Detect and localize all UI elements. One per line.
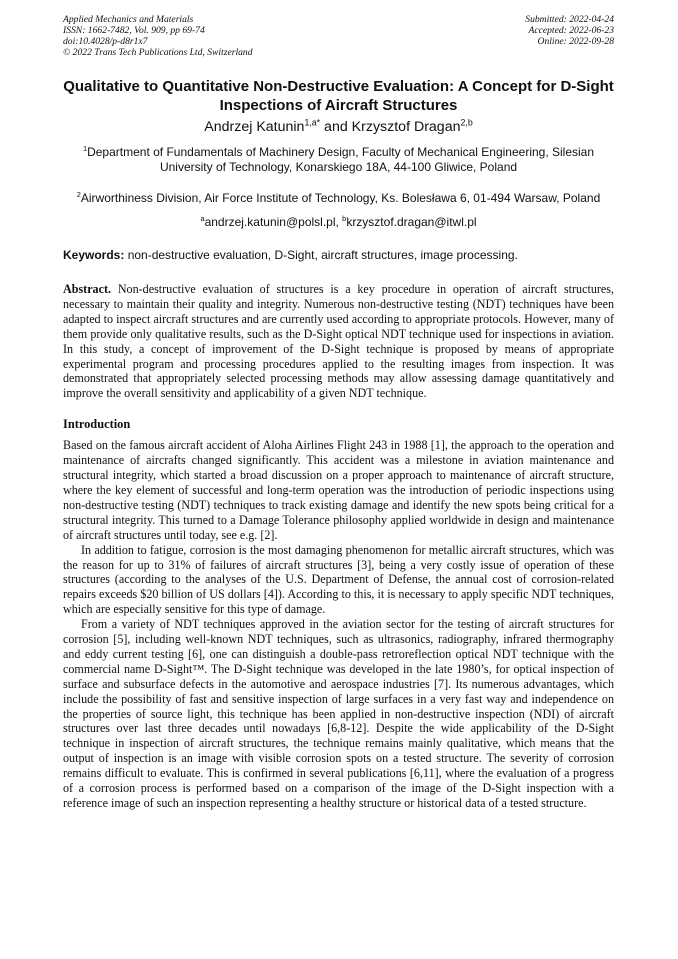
journal-info [63, 14, 253, 58]
keywords-text: non-destructive evaluation, D-Sight, aircraft structures, image processing. [124, 248, 518, 262]
author-name: Andrzej Katunin [204, 119, 305, 135]
issn-line: ISSN: 1662-7482, Vol. 909, pp 69-74 [63, 25, 205, 36]
section-heading: Introduction [63, 417, 131, 432]
paragraph: From a variety of NDT techniques approved in the aviation sector for the testing of aircraft structures for corrosion [5], including well-known NDT techniques, such as ultrasonics, radiography, infrared thermography and eddy current testing [6], one can distinguish a double-pass retroreflection optical NDT technique with the commercial name D-Sight™. The D-Sight technique was developed in the late 1980’s, for optical inspection of surface and subsurface defects in the automotive and aerospace industries [7]. Its numerous advantages, which include the possibility of fast and sensitive inspection of large surfaces in a very fast way and independence on the properties of source light, this technique has been applied in non-destructive inspection (NDI) of aircraft structures over last three decades until nowadays [6,8-12]. Despite the wide applicability of the D-Sight technique in inspection of aircraft structures, the technique remains mainly qualitative, which means that the output of inspection is an image with visible corrosion spots on a tested structure. The severity of corrosion remains difficult to evaluate. This is confirmed in several publications [6,11], where the evaluation of a progress of a corrosion process is performed based on a comparison of the image of the D-Sight inspection with a reference image of such an inspection representing a healthy structure or historical data of a tested structure. [63, 617, 614, 810]
email-marker: a [200, 214, 205, 223]
doi-line: doi:10.4028/p-d8r1x7 [63, 36, 148, 47]
paragraph: In addition to fatigue, corrosion is the most damaging phenomenon for metallic aircraft structures, which was the reason for up to 31% of failures of aircraft structures [3], being a very costly issue of operation of these structures (according to the analyses of the U.S. Department of Defense, the annual cost of corrosion-related repairs exceeds $20 billion of US dollars [4]). According to this, it is necessary to apply specific NDT techniques, which are especially sensitive for this type of damage. [63, 542, 614, 617]
email-marker: b [342, 214, 347, 223]
abstract [63, 282, 614, 401]
author-name: Krzysztof Dragan [351, 119, 461, 135]
author-list [63, 117, 614, 137]
abstract-label: Abstract. [63, 282, 112, 296]
affiliation [63, 191, 614, 206]
journal-name: Applied Mechanics and Materials [63, 14, 194, 25]
affiliation [63, 145, 614, 175]
email-address: krzysztof.dragan@itwl.pl [346, 215, 477, 229]
author-superscript: 1,a* [304, 117, 321, 128]
affiliation-marker: 2 [76, 190, 81, 199]
author-conjunction: and [320, 119, 352, 135]
paper-title: Qualitative to Quantitative Non-Destructive Evaluation: A Concept for D-Sight Inspections of Aircraft Structures [63, 78, 614, 114]
author-superscript: 2,b [460, 117, 473, 128]
paper-page [63, 14, 614, 811]
keywords [63, 248, 614, 263]
dates-info [525, 14, 614, 58]
online-date: Online: 2022-09-28 [537, 36, 614, 47]
accepted-date: Accepted: 2022-06-23 [528, 25, 614, 36]
journal-header [63, 14, 614, 58]
paragraph: Based on the famous aircraft accident of Aloha Airlines Flight 243 in 1988 [1], the approach to the operation and maintenance of aircrafts changed significantly. This accident was a milestone in aviation maintenance and structural integrity, which started a broad discussion on a proper approach to maintenance of aircraft structure, where the key element of successful and long-term operation was the introduction of periodic inspections using non-destructive testing (NDT) techniques to track existing damage and identify the new spots being critical for a structural integrity. This turned to a Damage Tolerance philosophy applied worldwide in design and maintenance of aircraft structures until today, see e.g. [2]. [63, 438, 614, 542]
abstract-text: Non-destructive evaluation of structures is a key procedure in operation of aircraft structures, necessary to maintain their quality and integrity. Numerous non-destructive testing (NDT) techniques have been adapted to inspect aircraft structures and are currently used according to appropriate protocols. However, many of them provide only qualitative results, such as the D-Sight optical NDT technique used for inspections in aviation. In this study, a concept of improvement of the D-Sight technique is proposed by means of appropriate experimental program and processing procedures applied to the resulting images from inspection. It was demonstrated that appropriately selected processing methods may allow assessing damage quantitatively and improve the overall sensitivity and applicability of a given NDT technique. [63, 282, 614, 401]
author-emails [63, 215, 614, 230]
affiliation-text: Airworthiness Division, Air Force Institute of Technology, Ks. Bolesława 6, 01-494 Warsaw, Poland [80, 191, 601, 205]
affiliation-text: Department of Fundamentals of Machinery Design, Faculty of Mechanical Engineering, Silesian University of Technology, Konarskiego 18A, 44-100 Gliwice, Poland [87, 145, 595, 174]
submitted-date: Submitted: 2022-04-24 [525, 14, 614, 25]
email-address: andrzej.katunin@polsl.pl, [204, 215, 343, 229]
affiliation-marker: 1 [82, 144, 88, 153]
copyright-line: © 2022 Trans Tech Publications Ltd, Switzerland [63, 47, 253, 58]
keywords-label: Keywords: [63, 248, 125, 262]
